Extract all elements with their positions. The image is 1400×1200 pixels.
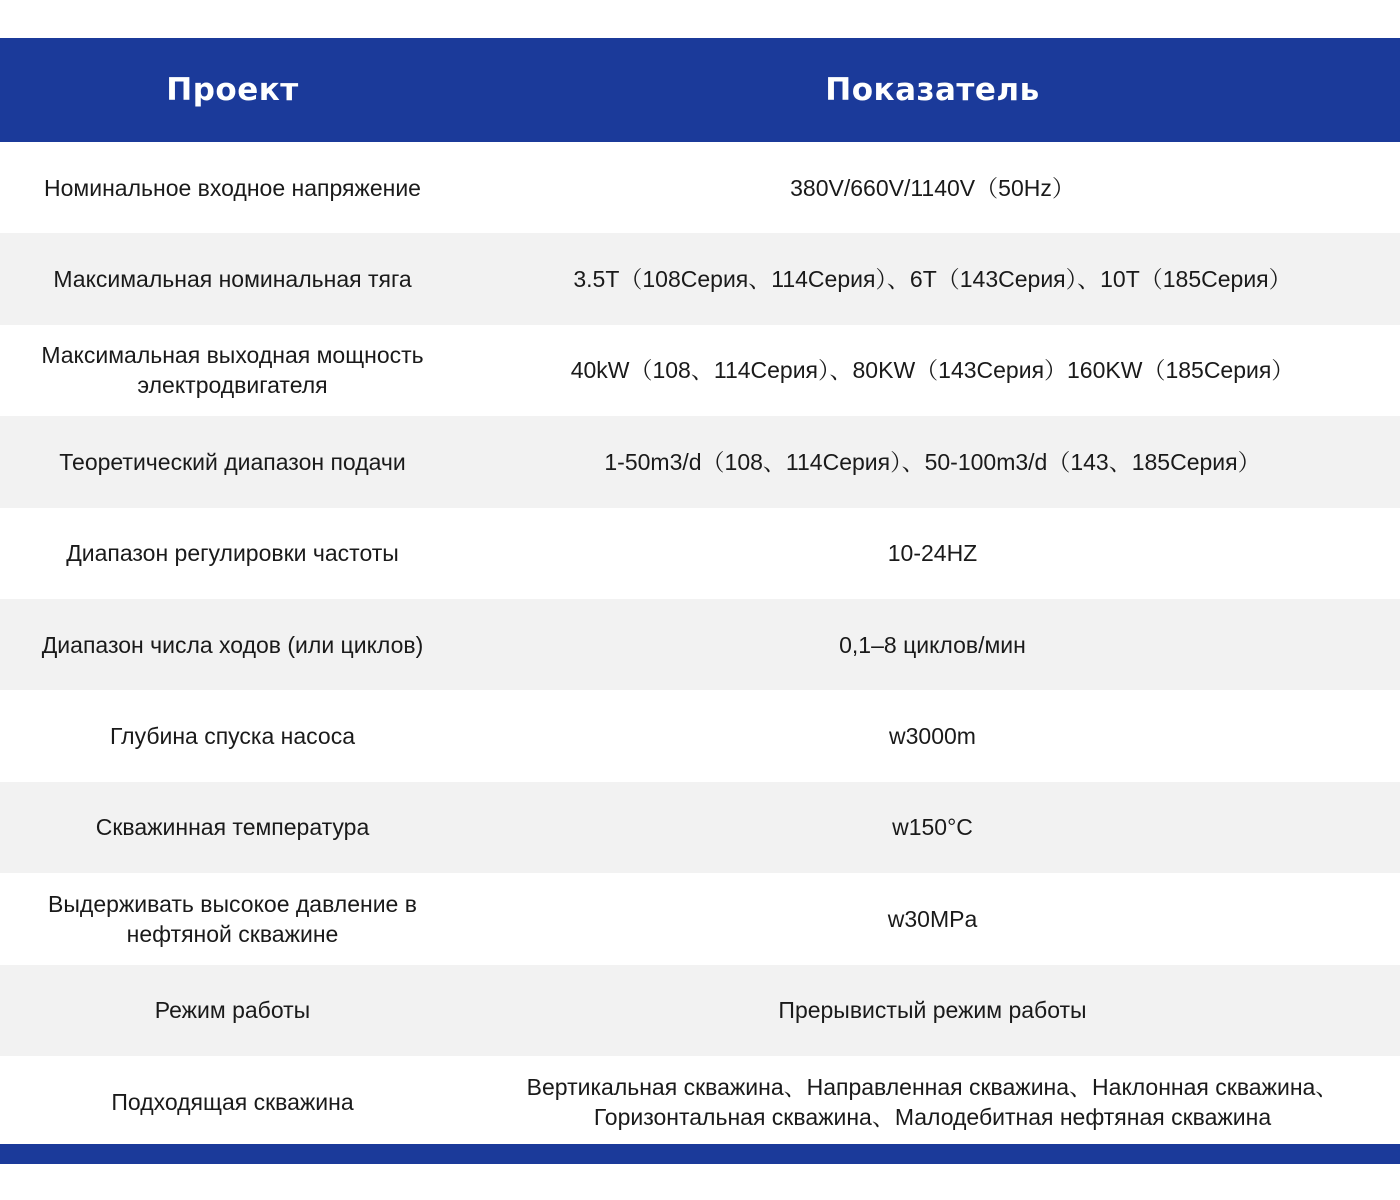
row-value-cell: Прерывистый режим работы: [778, 997, 1087, 1024]
table-row: [0, 142, 1400, 233]
table-row: [0, 873, 1400, 964]
row-project-cell: Скважинная температура: [95, 814, 370, 841]
row-value-cell: 380V/660V/1140V（50Hz）: [790, 174, 1075, 201]
row-value-cell: w30MPa: [887, 905, 978, 932]
table-row: [0, 325, 1400, 416]
row-project-cell: Глубина спуска насоса: [109, 723, 356, 750]
row-value-cell: 3.5T（108Серия、114Серия）、6T（143Серия）、10T（185Серия）: [573, 266, 1292, 293]
table-row: [0, 233, 1400, 324]
row-value-cell: w150°C: [892, 814, 973, 841]
table-row: [0, 416, 1400, 507]
row-project-cell: Выдерживать высокое давление в нефтяной скважине: [48, 890, 417, 947]
row-value-cell: 10-24HZ: [887, 540, 978, 567]
header-indicator: Показатель: [825, 72, 1040, 108]
specification-table: [0, 38, 1400, 1147]
table-row: [0, 599, 1400, 690]
header-project: Проект: [166, 72, 299, 108]
row-project-cell: Подходящая скважина: [111, 1088, 354, 1115]
row-project-cell: Теоретический диапазон подачи: [59, 448, 406, 475]
row-project-cell: Максимальная выходная мощность электродвигателя: [41, 342, 424, 399]
table-row: [0, 1056, 1400, 1147]
table-row: [0, 508, 1400, 599]
row-project-cell: Диапазон регулировки частоты: [66, 540, 399, 567]
row-value-cell: w3000m: [889, 723, 976, 750]
footer-bar: [0, 1144, 1400, 1164]
row-project-cell: Номинальное входное напряжение: [44, 174, 421, 201]
table-row: [0, 965, 1400, 1056]
row-project-cell: Максимальная номинальная тяга: [53, 266, 412, 293]
row-value-cell: 0,1–8 циклов/мин: [839, 631, 1026, 658]
row-project-cell: Режим работы: [154, 997, 311, 1024]
table-row: [0, 782, 1400, 873]
row-project-cell: Диапазон числа ходов (или циклов): [41, 631, 424, 658]
row-value-cell: 40kW（108、114Серия）、80KW（143Серия）160KW（185Серия）: [570, 357, 1295, 384]
row-value-cell: 1-50m3/d（108、114Серия）、50-100m3/d（143、185Серия）: [604, 448, 1261, 475]
table-header: [0, 38, 1400, 142]
row-value-cell: Вертикальная скважина、Направленная скважина、Наклонная скважина、Горизонтальная скважина、Малодебитная нефтяная скважина: [526, 1073, 1339, 1130]
table-row: [0, 690, 1400, 781]
